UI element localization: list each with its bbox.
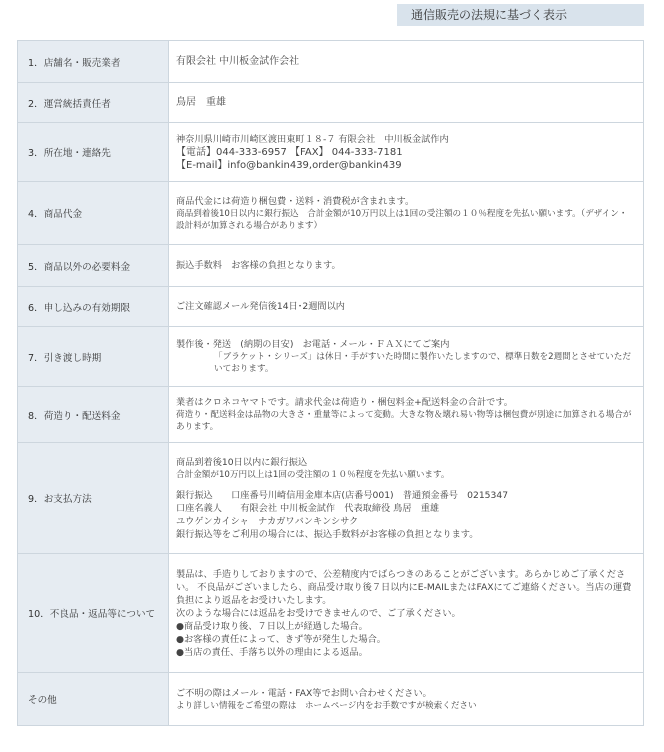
row-text: より詳しい情報をご希望の際は ホームページ内をお手数ですが検索ください <box>176 700 477 711</box>
table-row <box>18 673 644 726</box>
row-value-address <box>169 123 644 182</box>
row-text: 次のような場合には返品をお受けできませんので、ご了承ください。 <box>176 607 461 619</box>
table-row <box>18 443 644 554</box>
email-text: 【E-mail】info@bankin439,order@bankin439 <box>176 159 402 171</box>
row-label-shop-name: 1．店舗名・販売業者 <box>18 41 169 83</box>
address-text: 神奈川県川崎市川崎区渡田東町１８-７ 有限会社 中川板金試作内 <box>176 133 449 145</box>
row-value-manager <box>169 83 644 123</box>
row-value-extra-fees <box>169 245 644 287</box>
row-label-returns: 10．不良品・返品等について <box>18 554 169 673</box>
row-text: 「ブラケット・シリーズ」は休日・手がすいた時間に製作いたしますので、標準日数を2週間とさせていただいております。 <box>214 352 631 374</box>
row-text: 商品到着後10日以内に銀行振込 合計金額が10万円以上は1回の受注額の１０％程度を先払い願います。（デザイン・設計料が加算される場合があります） <box>176 208 628 231</box>
row-value-other <box>169 673 644 726</box>
row-label-other: その他 <box>18 673 169 726</box>
row-text: ご注文確認メール発信後14日･2週間以内 <box>176 301 345 312</box>
row-label-payment: 9．お支払方法 <box>18 443 169 554</box>
table-row <box>18 182 644 245</box>
row-text: 荷造り・配送料金は品物の大きさ・重量等によって変動。大きな物＆壊れ易い物等は梱包費が別途に加算される場合があります。 <box>176 410 632 432</box>
row-label-delivery-time: 7．引き渡し時期 <box>18 327 169 387</box>
row-text: 製作後・発送 (納期の目安) お電話・メール・ＦＡＸにてご案内 <box>176 339 450 350</box>
row-text: 業者はクロネコヤマトです。請求代金は荷造り・梱包料金+配送料金の合計です。 <box>176 397 513 408</box>
row-text: 商品到着後10日以内に銀行振込 <box>176 456 308 468</box>
table-row <box>18 287 644 327</box>
row-value-delivery-time <box>169 327 644 387</box>
row-label-manager: 2．運営統括責任者 <box>18 83 169 123</box>
list-item: ●お客様の責任によって、きず等が発生した場合。 <box>176 633 386 645</box>
row-value-validity <box>169 287 644 327</box>
table-row <box>18 387 644 443</box>
row-label-shipping: 8．荷造り・配送料金 <box>18 387 169 443</box>
row-text: 商品代金には荷造り梱包費・送料・消費税が含まれます。 <box>176 195 415 207</box>
page-title: 通信販売の法規に基づく表示 <box>397 4 644 26</box>
account-kana-text: ユウゲンカイシャ ナカガワバンキンシサク <box>176 515 359 527</box>
row-text: 合計金額が10万円以上は1回の受注額の１０％程度を先払い願います。 <box>176 469 450 480</box>
legal-disclosure-table <box>17 40 644 726</box>
row-text: ご不明の際はメール・電話・FAX等でお問い合わせください。 <box>176 687 432 699</box>
table-row <box>18 83 644 123</box>
table-row <box>18 41 644 83</box>
row-value-returns <box>169 554 644 673</box>
row-value-payment <box>169 443 644 554</box>
row-value-shop-name <box>169 41 644 83</box>
row-value-shipping <box>169 387 644 443</box>
row-label-price: 4．商品代金 <box>18 182 169 245</box>
row-label-extra-fees: 5．商品以外の必要料金 <box>18 245 169 287</box>
row-label-validity: 6．申し込みの有効期限 <box>18 287 169 327</box>
account-holder-text: 口座名義人 有限会社 中川板金試作 代表取締役 鳥居 重雄 <box>176 502 440 514</box>
list-item: ●商品受け取り後、７日以上が経過した場合。 <box>176 620 368 632</box>
row-text: 製品は、手造りしておりますので、公差精度内でばらつきのあることがございます。あらかじめご了承ください。 不良品がございましたら、商品受け取り後７日以内にE-MAILまたはFAXにてご連絡ください。当店の運費負担により返品をお受けいたします。 <box>176 568 632 606</box>
row-text: 振込手数料 お客様の負担となります。 <box>176 260 341 271</box>
row-text: 有限会社 中川板金試作会社 <box>176 56 300 67</box>
row-label-address: 3．所在地・連絡先 <box>18 123 169 182</box>
row-value-price <box>169 182 644 245</box>
phone-fax-text: 【電話】044-333-6957 【FAX】 044-333-7181 <box>176 146 403 158</box>
list-item: ●当店の責任、手落ち以外の理由による返品。 <box>176 646 368 658</box>
table-row <box>18 327 644 387</box>
table-row <box>18 554 644 673</box>
row-text: 銀行振込等をご利用の場合には、振込手数料がお客様の負担となります。 <box>176 528 479 540</box>
table-row <box>18 123 644 182</box>
row-text: 鳥居 重雄 <box>176 97 226 108</box>
bank-account-text: 銀行振込 口座番号川崎信用金庫本店(店番号001) 普通預金番号 0215347 <box>176 489 509 501</box>
table-row <box>18 245 644 287</box>
